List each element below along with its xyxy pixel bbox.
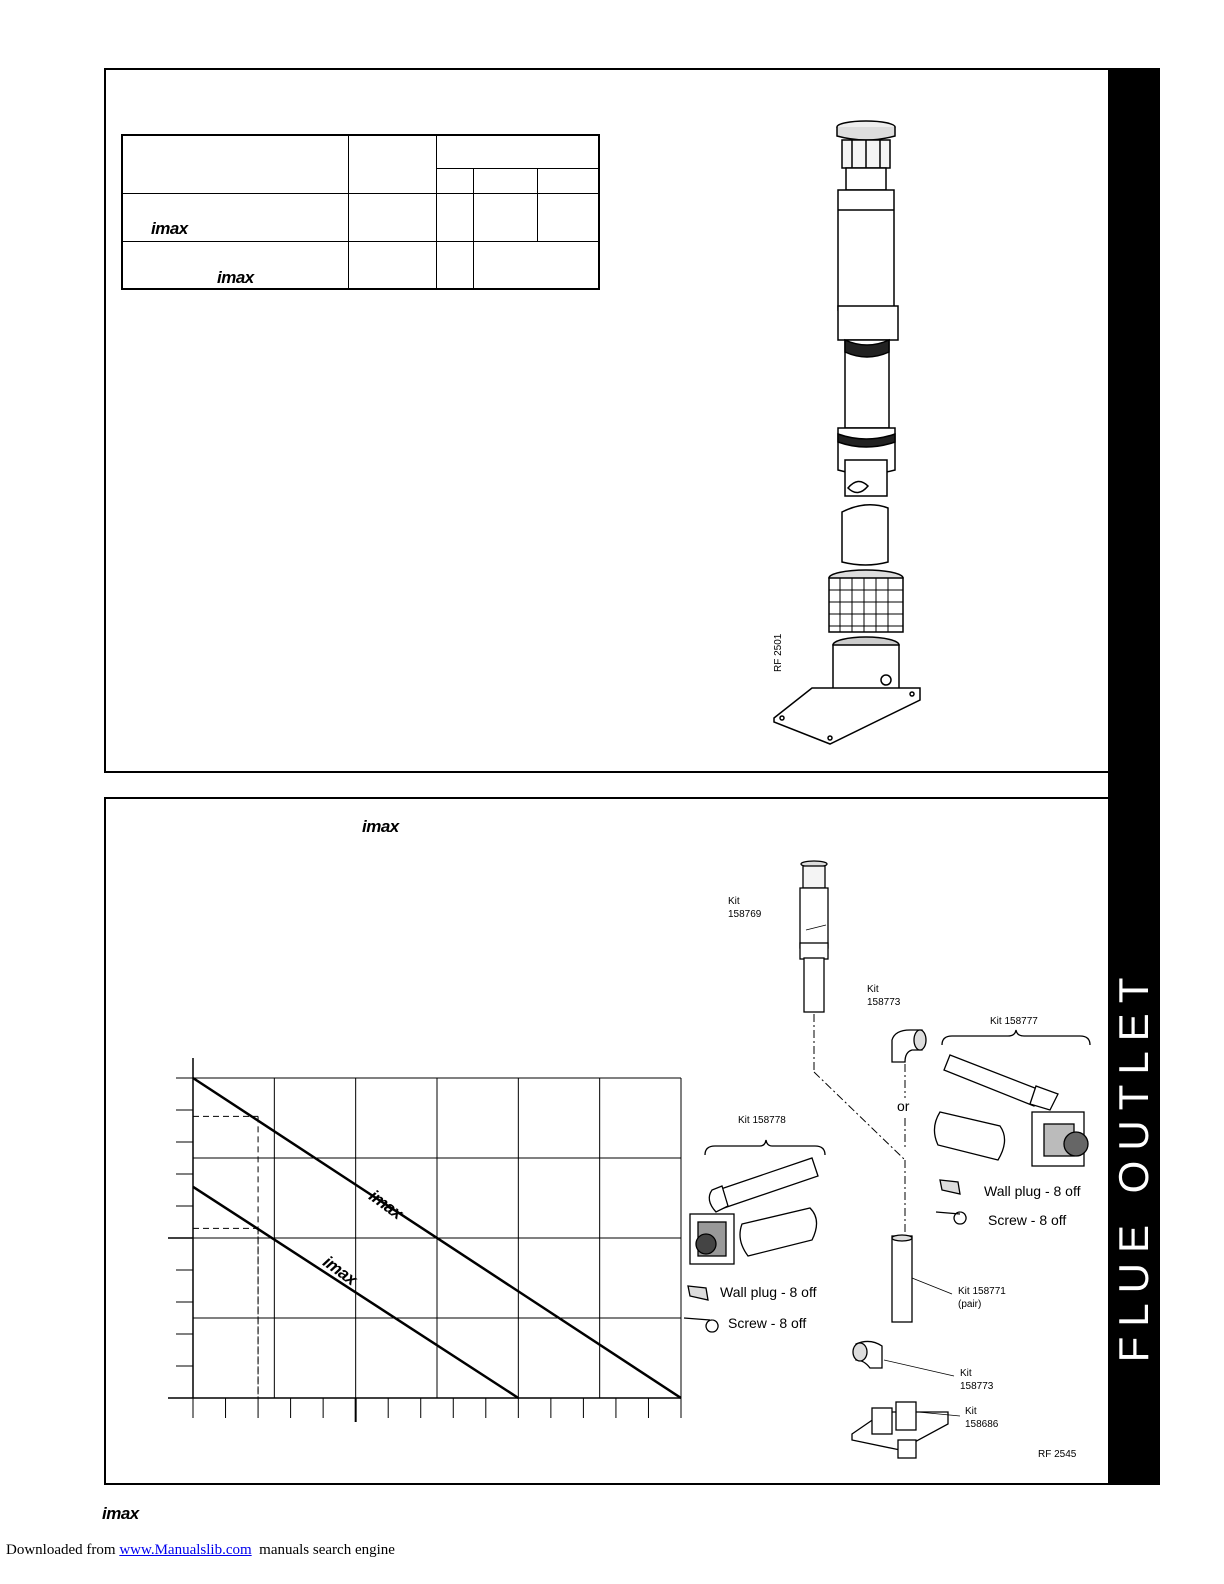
- brand-logo: imax: [217, 267, 254, 287]
- kit-label: Kit 158769: [728, 896, 762, 920]
- series-label: imax: [319, 1252, 361, 1290]
- kit-label: Kit 158773: [960, 1368, 994, 1392]
- section-title: FLUE OUTLET: [1110, 967, 1157, 1363]
- footer-prefix: Downloaded from: [6, 1542, 120, 1558]
- wall-plug-label: Wall plug - 8 off: [984, 1183, 1081, 1199]
- brand-logo: imax: [151, 218, 188, 238]
- figure-ref-bottom: RF 2545: [1038, 1449, 1077, 1460]
- kit-label: Kit 158686: [965, 1406, 999, 1430]
- kit-label: Kit 158778: [738, 1115, 786, 1126]
- brand-logo: imax: [102, 1504, 139, 1523]
- footer: [6, 1542, 395, 1559]
- figure-ref-top: RF 2501: [773, 633, 784, 672]
- series-label: imax: [365, 1186, 407, 1224]
- footer-link[interactable]: www.Manualslib.com: [119, 1542, 252, 1558]
- kit-label: Kit 158777: [990, 1016, 1038, 1027]
- or-label: or: [897, 1098, 910, 1114]
- screw-label: Screw - 8 off: [988, 1212, 1067, 1228]
- footer-suffix: manuals search engine: [251, 1542, 395, 1558]
- kit-label: Kit 158771 (pair): [958, 1286, 1006, 1310]
- brand-logo: imax: [362, 817, 399, 836]
- screw-label: Screw - 8 off: [728, 1315, 807, 1331]
- kit-label: Kit 158773: [867, 984, 901, 1008]
- wall-plug-label: Wall plug - 8 off: [720, 1284, 817, 1300]
